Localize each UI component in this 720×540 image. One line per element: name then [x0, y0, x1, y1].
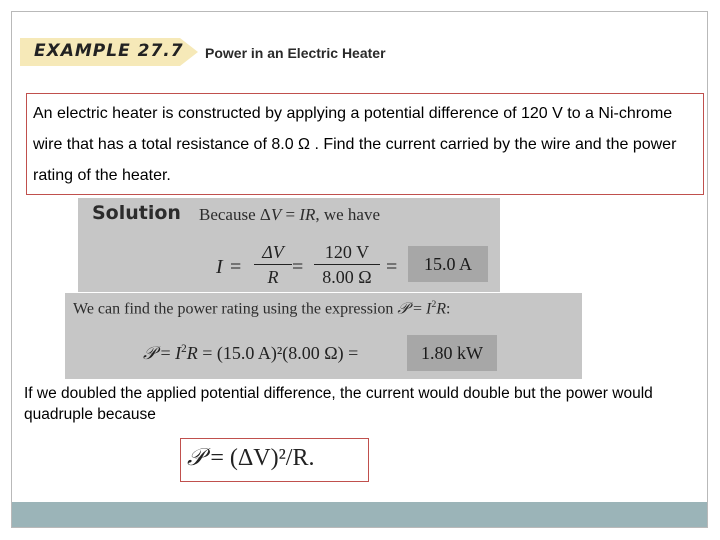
- power-equation: 𝒫 = $I^2R = (15.0$ A)²(8.00 Ω) =: [143, 343, 359, 363]
- solution-intro-suffix: , we have: [315, 205, 381, 224]
- fraction2-denominator: 8.00 Ω: [322, 267, 372, 287]
- current-answer: 15.0 A: [408, 246, 488, 282]
- equals-sign-1: =: [230, 256, 242, 278]
- example-banner: [20, 38, 198, 66]
- formula-rhs: = (ΔV)²/R.: [210, 445, 315, 471]
- formula-equation: 𝒫 = (ΔV)²/R.: [187, 445, 315, 471]
- problem-text: An electric heater is constructed by applying a potential difference of 120 V to a Ni-chrome wire that has a total resistance of 8.0 Ω . Find the current carried by the wire and the power rating of the heater.: [33, 105, 677, 184]
- power-equation-rhs: = (15.0 A)²(8.00 Ω) =: [202, 343, 359, 363]
- fraction-dv-r: [254, 240, 292, 289]
- solution-intro: Because ΔV = IR, we have: [199, 205, 381, 224]
- solution-box: [78, 198, 500, 292]
- power-intro-text: We can find the power rating using the expression: [73, 300, 394, 318]
- solution-label: Solution: [92, 202, 181, 224]
- problem-box: [26, 93, 704, 195]
- equals-sign-3: =: [386, 256, 398, 278]
- footer-bar: [12, 502, 707, 527]
- power-answer: 1.80 kW: [407, 335, 497, 371]
- conclusion-text: If we doubled the applied potential difference, the current would double but the power would quadruple because: [24, 385, 653, 423]
- equals-sign-2: =: [292, 256, 304, 278]
- example-title: Power in an Electric Heater: [205, 45, 386, 61]
- power-intro: We can find the power rating using the expression 𝒫 = $I^2R$:: [73, 299, 451, 318]
- formula-box: [180, 438, 369, 482]
- fraction1-denominator: R: [267, 267, 279, 287]
- fraction-values: [314, 240, 380, 289]
- fraction1-numerator: ΔV: [262, 242, 284, 262]
- solution-intro-prefix: Because Δ: [199, 205, 271, 224]
- example-label: EXAMPLE 27.7: [34, 41, 184, 61]
- fraction2-numerator: 120 V: [324, 242, 370, 262]
- power-box: [65, 293, 582, 379]
- current-symbol: I: [216, 256, 223, 278]
